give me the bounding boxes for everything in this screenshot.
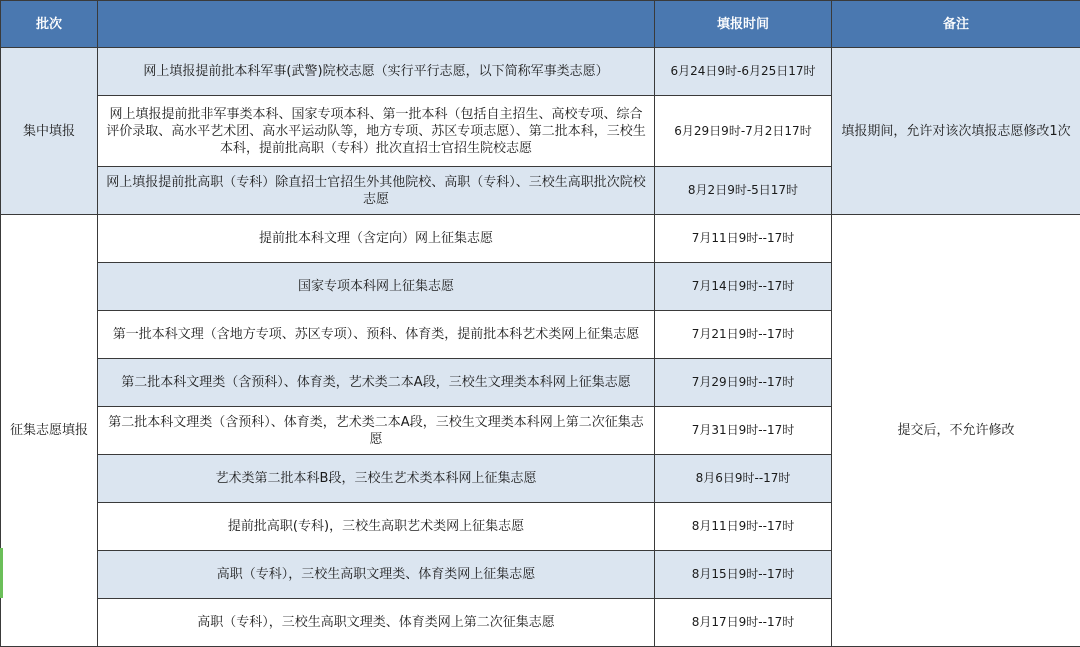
header-content [98, 1, 655, 48]
row-content: 网上填报提前批本科军事(武警)院校志愿（实行平行志愿，以下简称军事类志愿） [98, 48, 655, 96]
row-time: 7月14日9时--17时 [655, 263, 832, 311]
table-row [1, 215, 1080, 263]
left-edge-mark [0, 548, 3, 598]
row-content: 第二批本科文理类（含预科）、体育类，艺术类二本A段，三校生文理类本科网上征集志愿 [98, 359, 655, 407]
row-time: 6月29日9时-7月2日17时 [655, 96, 832, 167]
row-content: 网上填报提前批非军事类本科、国家专项本科、第一批本科（包括自主招生、高校专项、综合评价录取、高水平艺术团、高水平运动队等，地方专项、苏区专项志愿）、第二批本科，三校生本科，提前批高职（专科）批次直招士官招生院校志愿 [98, 96, 655, 167]
row-time: 6月24日9时-6月25日17时 [655, 48, 832, 96]
row-content: 提前批高职(专科)，三校生高职艺术类网上征集志愿 [98, 503, 655, 551]
header-time: 填报时间 [655, 1, 832, 48]
row-content: 高职（专科），三校生高职文理类、体育类网上征集志愿 [98, 551, 655, 599]
row-time: 8月6日9时--17时 [655, 455, 832, 503]
row-content: 高职（专科），三校生高职文理类、体育类网上第二次征集志愿 [98, 599, 655, 647]
row-time: 8月17日9时--17时 [655, 599, 832, 647]
row-time: 8月2日9时-5日17时 [655, 167, 832, 215]
row-content: 第二批本科文理类（含预科）、体育类，艺术类二本A段，三校生文理类本科网上第二次征集志愿 [98, 407, 655, 455]
row-content: 网上填报提前批高职（专科）除直招士官招生外其他院校、高职（专科）、三校生高职批次院校志愿 [98, 167, 655, 215]
row-content: 第一批本科文理（含地方专项、苏区专项）、预科、体育类，提前批本科艺术类网上征集志愿 [98, 311, 655, 359]
row-content: 艺术类第二批本科B段，三校生艺术类本科网上征集志愿 [98, 455, 655, 503]
header-batch: 批次 [1, 1, 98, 48]
row-time: 8月11日9时--17时 [655, 503, 832, 551]
row-content: 国家专项本科网上征集志愿 [98, 263, 655, 311]
row-time: 7月11日9时--17时 [655, 215, 832, 263]
row-time: 8月15日9时--17时 [655, 551, 832, 599]
group-name-solicitation: 征集志愿填报 [1, 215, 98, 647]
row-time: 7月31日9时--17时 [655, 407, 832, 455]
group-note-concentrated: 填报期间，允许对该次填报志愿修改1次 [832, 48, 1080, 215]
group-note-solicitation: 提交后，不允许修改 [832, 215, 1080, 647]
group-name-concentrated: 集中填报 [1, 48, 98, 215]
row-time: 7月29日9时--17时 [655, 359, 832, 407]
header-note: 备注 [832, 1, 1080, 48]
row-content: 提前批本科文理（含定向）网上征集志愿 [98, 215, 655, 263]
table-row [1, 48, 1080, 96]
row-time: 7月21日9时--17时 [655, 311, 832, 359]
header-row [1, 1, 1080, 48]
